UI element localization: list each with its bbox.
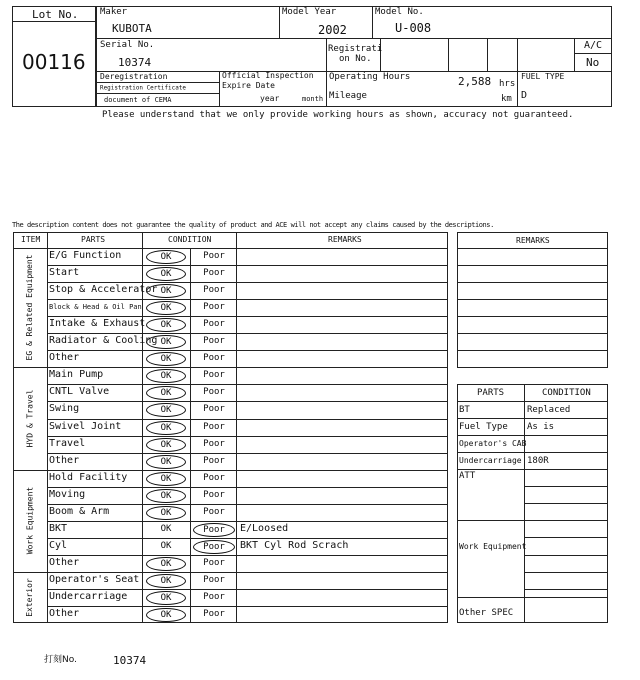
ok-option: OK (146, 455, 186, 469)
ok-option: OK (146, 369, 186, 383)
ok-option: OK (146, 421, 186, 435)
registration-label-2: on No. (339, 54, 372, 64)
poor-option: Poor (203, 268, 225, 279)
row-divider (47, 299, 448, 300)
row-remarks: BKT Cyl Rod Scrach (240, 539, 349, 551)
parts-row-divider (457, 452, 608, 453)
row-divider (47, 265, 448, 266)
poor-option: Poor (203, 370, 225, 381)
reg-cert-label: Registration Certificate (100, 84, 186, 91)
header-vline-9 (219, 71, 220, 107)
ok-option: OK (160, 540, 172, 551)
ok-option: OK (146, 352, 186, 366)
right-remarks-line (457, 248, 608, 249)
att-sub-line (524, 503, 608, 504)
att-sub-line (524, 572, 608, 573)
poor-option: Poor (193, 523, 235, 537)
serial-label: Serial No. (100, 40, 155, 50)
poor-option: Poor (203, 489, 225, 500)
ac-value: No (586, 56, 600, 69)
row-divider (47, 419, 448, 420)
parts-header: PARTS (477, 388, 505, 398)
table-header-divider (13, 248, 448, 249)
hours-note: Please understand that we only provide working hours as shown, accuracy not guaranteed. (102, 110, 574, 120)
parts-col-header: PARTS (81, 235, 106, 244)
parts-row-name: Undercarriage (459, 456, 522, 465)
model-no-value: U-008 (395, 21, 432, 35)
parts-row-condition: Replaced (527, 405, 571, 415)
parts-row-divider (457, 435, 608, 436)
row-divider (47, 453, 448, 454)
header-vline-7 (517, 38, 518, 71)
parts-row-condition: 180R (527, 456, 549, 466)
row-divider (47, 504, 448, 505)
poor-option: Poor (203, 251, 225, 261)
part-name: Moving (49, 488, 86, 500)
ok-option: OK (146, 301, 186, 315)
poor-option: Poor (203, 319, 225, 330)
row-divider (47, 333, 448, 334)
poor-option: Poor (203, 285, 225, 296)
work-equipment-label: Work Equipment (459, 542, 527, 551)
fuel-type-label: FUEL TYPE (521, 72, 565, 81)
header-vline-10 (326, 71, 327, 107)
dereg-divider-2 (96, 93, 219, 94)
poor-option: Poor (193, 540, 235, 554)
row-divider (47, 487, 448, 488)
part-name: E/G Function (49, 250, 122, 261)
serial-value: 10374 (118, 56, 152, 69)
header-vline-2 (372, 6, 373, 38)
parts-row-name: BT (459, 405, 470, 415)
poor-option: Poor (203, 506, 225, 517)
year-label: year (260, 94, 280, 103)
part-name: Intake & Exhaust (49, 318, 146, 330)
part-name: Undercarriage (49, 591, 128, 602)
model-year-value: 2002 (318, 23, 347, 37)
model-year-label: Model Year (282, 7, 337, 17)
parts-row-divider (457, 418, 608, 419)
ok-option: OK (146, 574, 186, 588)
part-name: Travel (49, 437, 86, 449)
right-remarks-line (457, 316, 608, 317)
part-name: CNTL Valve (49, 386, 110, 398)
lot-label: Lot No. (32, 8, 79, 21)
poor-option: Poor (203, 302, 225, 313)
row-divider (47, 521, 448, 522)
disclaimer: The description content does not guarantee the quality of product and ACE will not accept any claims caused by the descriptions. (12, 221, 494, 229)
stamp-value: 10374 (113, 654, 147, 667)
row-divider (47, 589, 448, 590)
ok-option: OK (146, 591, 186, 605)
table-col-divider (236, 232, 237, 623)
ok-option: OK (146, 267, 186, 281)
poor-option: Poor (203, 353, 225, 364)
parts-row-divider (457, 469, 608, 470)
ok-option: OK (146, 472, 186, 486)
part-name: Other (49, 556, 80, 568)
month-label: month (302, 95, 324, 103)
right-remarks-line (457, 265, 608, 266)
header-vline-11 (517, 71, 518, 107)
operating-hours-value: 2,588 (458, 75, 492, 88)
row-divider (47, 538, 448, 539)
group-label: Work Equipment (25, 486, 35, 555)
dereg-label: Deregistration (100, 72, 168, 81)
fuel-type-value: D (521, 90, 528, 101)
row-divider (47, 606, 448, 607)
ok-option: OK (146, 608, 186, 622)
row-divider (47, 555, 448, 556)
cema-label: document of CEMA (104, 96, 172, 104)
group-label: Exterior (25, 577, 35, 617)
header-vline-8 (574, 38, 575, 71)
ok-option: OK (146, 403, 186, 417)
poor-option: Poor (203, 387, 225, 398)
group-divider (13, 470, 448, 471)
poor-option: Poor (203, 557, 225, 568)
part-name: Hold Facility (49, 471, 128, 483)
ok-option: OK (160, 523, 172, 534)
remarks-col-header: REMARKS (328, 235, 362, 244)
inspection-label-2: Expire Date (222, 81, 275, 90)
mileage-label: Mileage (329, 91, 367, 101)
work-eq-divider (457, 520, 608, 521)
other-spec-divider (457, 597, 608, 598)
ok-option: OK (146, 318, 186, 332)
poor-option: Poor (203, 421, 225, 432)
part-name: Stop & Accelerator (49, 284, 158, 296)
part-name: Main Pump (49, 369, 104, 381)
stamp-label: 打刻No. (44, 655, 77, 665)
header-vline-4 (380, 38, 381, 71)
right-remarks-line (457, 333, 608, 334)
part-name: Swing (49, 403, 80, 415)
right-remarks-line (457, 299, 608, 300)
att-sub-line (524, 537, 608, 538)
poor-option: Poor (203, 472, 225, 483)
right-remarks-line (457, 282, 608, 283)
att-label: ATT (459, 471, 476, 481)
poor-option: Poor (203, 592, 225, 602)
att-sub-line (524, 555, 608, 556)
row-divider (47, 401, 448, 402)
part-name: Other (49, 352, 80, 364)
part-name: Block & Head & Oil Pan (49, 303, 142, 312)
operating-hours-label: Operating Hours (329, 72, 411, 82)
row-divider (47, 316, 448, 317)
dereg-divider-1 (96, 82, 219, 83)
part-name: Swivel Joint (49, 420, 122, 432)
ok-option: OK (146, 438, 186, 452)
part-name: Start (49, 267, 80, 279)
table-col-divider (47, 232, 48, 623)
att-sub-line (524, 486, 608, 487)
part-name: Operator's Seat (49, 573, 140, 585)
group-label: EG & Related Equipment (25, 254, 35, 361)
right-remarks-header: REMARKS (516, 236, 550, 245)
km-unit: km (501, 94, 512, 104)
header-vline-6 (487, 38, 488, 71)
poor-option: Poor (203, 438, 225, 449)
ok-option: OK (146, 284, 186, 298)
row-divider (47, 282, 448, 283)
group-label: HYD & Travel (25, 389, 35, 447)
poor-option: Poor (203, 609, 225, 620)
group-divider (13, 367, 448, 368)
hrs-unit: hrs (499, 79, 516, 89)
ac-divider (574, 53, 612, 54)
model-no-label: Model No. (375, 7, 424, 17)
header-vline-5 (448, 38, 449, 71)
poor-option: Poor (203, 455, 225, 466)
ok-option: OK (146, 506, 186, 520)
parts-row-condition: As is (527, 422, 555, 432)
ok-option: OK (146, 489, 186, 503)
part-name: Radiator & Cooling (49, 335, 158, 347)
row-divider (47, 436, 448, 437)
row-divider (47, 384, 448, 385)
part-name: BKT (49, 522, 68, 534)
poor-option: Poor (203, 404, 225, 415)
ac-label: A/C (584, 40, 603, 51)
lot-number: 00116 (22, 50, 86, 74)
parts-row-name: Operator's CAB (459, 439, 527, 448)
header-vline-1 (279, 6, 280, 38)
group-divider (13, 572, 448, 573)
parts-header-divider (457, 401, 608, 402)
poor-option: Poor (203, 336, 225, 347)
inspection-label-1: Official Inspection (222, 71, 314, 80)
ok-option: OK (146, 386, 186, 400)
header-row-line-1 (96, 38, 612, 39)
parts-row-name: Fuel Type (459, 422, 508, 432)
row-remarks: E/Loosed (240, 522, 289, 534)
condition-col-header: CONDITION (168, 235, 212, 244)
ok-option: OK (146, 335, 186, 349)
right-remarks-line (457, 350, 608, 351)
registration-label-1: Registrati (328, 44, 383, 54)
item-header: ITEM (21, 235, 41, 244)
part-name: Boom & Arm (49, 505, 110, 517)
part-name: Cyl (49, 539, 68, 551)
other-spec-label: Other SPEC (459, 608, 514, 618)
header-vline-3 (326, 38, 327, 71)
lot-divider (12, 21, 96, 22)
part-name: Other (49, 608, 80, 620)
row-divider (47, 350, 448, 351)
ok-option: OK (146, 250, 186, 264)
att-sub-line (524, 589, 608, 590)
maker-value: KUBOTA (112, 22, 152, 35)
condition-header: CONDITION (542, 388, 591, 398)
part-name: Other (49, 454, 80, 466)
poor-option: Poor (203, 574, 225, 585)
ok-option: OK (146, 557, 186, 571)
maker-label: Maker (100, 7, 128, 17)
